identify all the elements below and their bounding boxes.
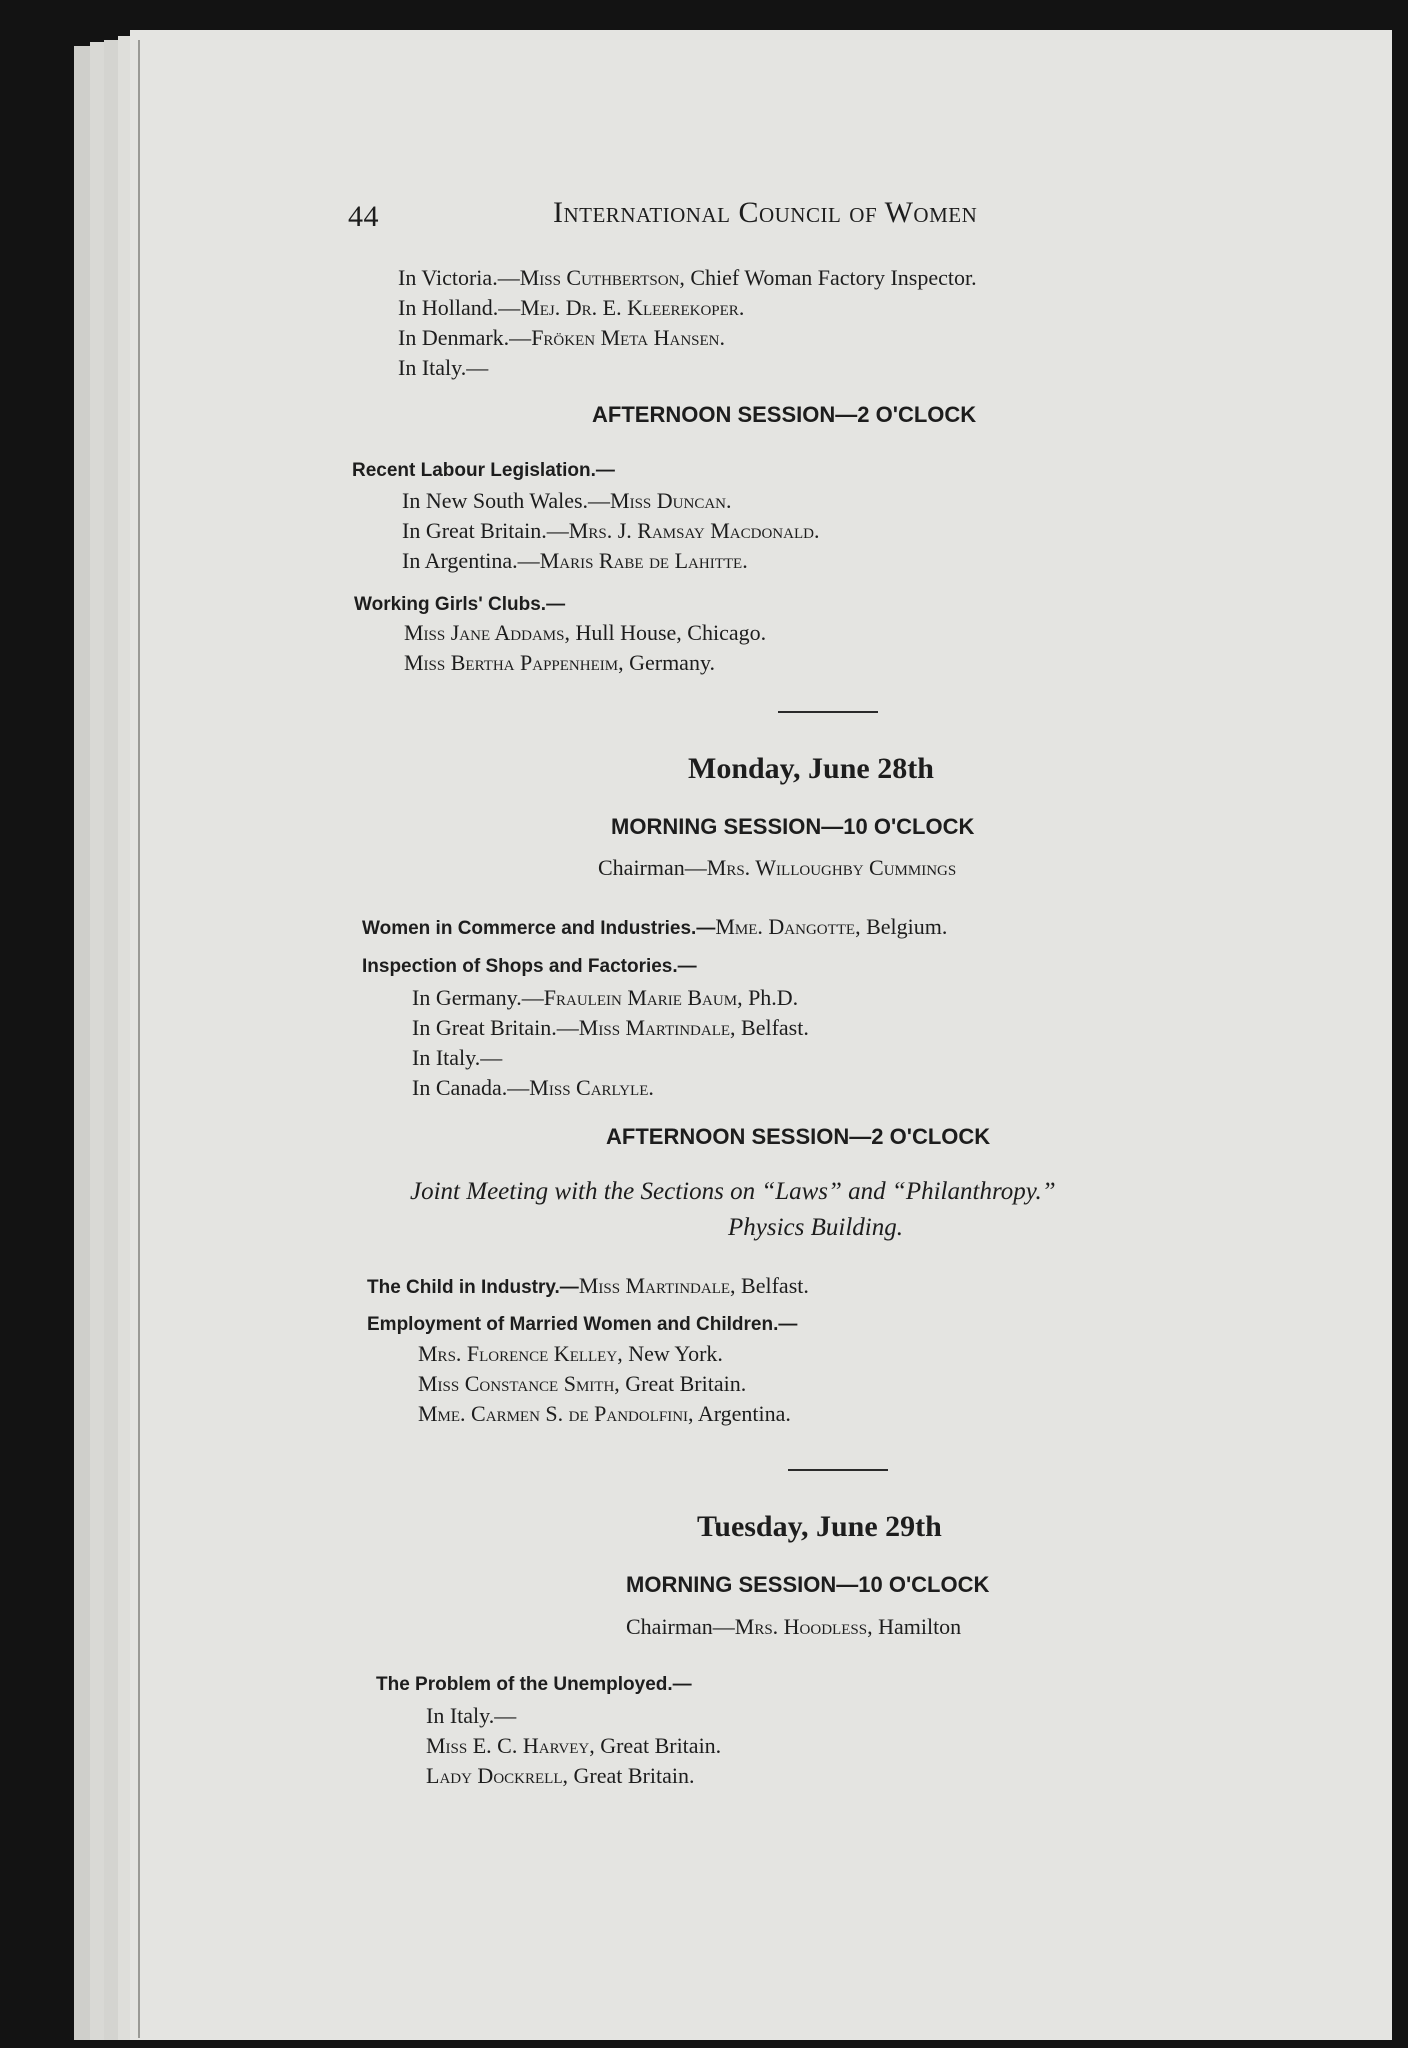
topic-speakers <box>412 983 809 1103</box>
topic-heading: Recent Labour Legislation.— <box>352 460 615 481</box>
session-heading: MORNING SESSION—10 O'CLOCK <box>611 814 975 839</box>
topic-line: Women in Commerce and Industries.—Mme. Dangotte, Belgium. <box>362 914 948 939</box>
topic-heading: Employment of Married Women and Children.— <box>367 1314 798 1335</box>
list-line: In Holland.—Mej. Dr. E. Kleerekoper. <box>398 295 745 320</box>
running-title: International Council of Women <box>553 196 978 229</box>
list-line: In New South Wales.—Miss Duncan. <box>402 488 732 513</box>
session-heading: AFTERNOON SESSION—2 O'CLOCK <box>592 402 977 427</box>
list-line: In Victoria.—Miss Cuthbertson, Chief Woman Factory Inspector. <box>398 265 977 290</box>
topic-line: The Child in Industry.—Miss Martindale, Belfast. <box>367 1273 809 1298</box>
venue-note: Physics Building. <box>728 1214 903 1241</box>
day-heading: Monday, June 28th <box>688 752 934 785</box>
list-line: In Denmark.—Fröken Meta Hansen. <box>398 325 725 350</box>
spine-shadow <box>138 40 140 2038</box>
list-line: In Canada.—Miss Carlyle. <box>412 1075 654 1100</box>
topic-heading: Working Girls' Clubs.— <box>354 594 566 615</box>
topic-speakers <box>418 1339 791 1429</box>
day-heading: Tuesday, June 29th <box>697 1510 942 1543</box>
topic-heading: Inspection of Shops and Factories.— <box>362 956 697 977</box>
list-line: Miss Bertha Pappenheim, Germany. <box>404 650 716 675</box>
list-line: Miss Jane Addams, Hull House, Chicago. <box>404 620 767 645</box>
list-line: Lady Dockrell, Great Britain. <box>426 1763 695 1788</box>
reports-list <box>398 263 977 383</box>
list-line: In Germany.—Fraulein Marie Baum, Ph.D. <box>412 985 799 1010</box>
list-line: Miss E. C. Harvey, Great Britain. <box>426 1733 722 1758</box>
list-line: In Great Britain.—Miss Martindale, Belfast. <box>412 1015 809 1040</box>
topic-speakers <box>402 486 819 576</box>
topic-speakers <box>404 618 766 678</box>
page-number: 44 <box>348 200 379 233</box>
list-line: Mme. Carmen S. de Pandolfini, Argentina. <box>418 1401 791 1426</box>
list-line: In Italy.— <box>398 355 489 380</box>
list-line: In Argentina.—Maris Rabe de Lahitte. <box>402 548 748 573</box>
session-heading: AFTERNOON SESSION—2 O'CLOCK <box>606 1124 991 1149</box>
chairman-line: Chairman—Mrs. Hoodless, Hamilton <box>626 1614 962 1639</box>
section-divider <box>778 711 878 713</box>
list-line: Mrs. Florence Kelley, New York. <box>418 1341 723 1366</box>
list-line: Miss Constance Smith, Great Britain. <box>418 1371 747 1396</box>
section-divider <box>788 1469 888 1471</box>
chairman-line: Chairman—Mrs. Willoughby Cummings <box>598 855 957 880</box>
list-line: In Great Britain.—Mrs. J. Ramsay Macdonald. <box>402 518 820 543</box>
list-line: In Italy.— <box>412 1045 503 1070</box>
list-line: In Italy.— <box>426 1703 517 1728</box>
topic-speakers <box>426 1701 721 1791</box>
topic-heading: The Problem of the Unemployed.— <box>376 1674 692 1695</box>
joint-meeting-note: Joint Meeting with the Sections on “Laws” and “Philanthropy.” <box>410 1178 1056 1205</box>
session-heading: MORNING SESSION—10 O'CLOCK <box>626 1572 990 1597</box>
